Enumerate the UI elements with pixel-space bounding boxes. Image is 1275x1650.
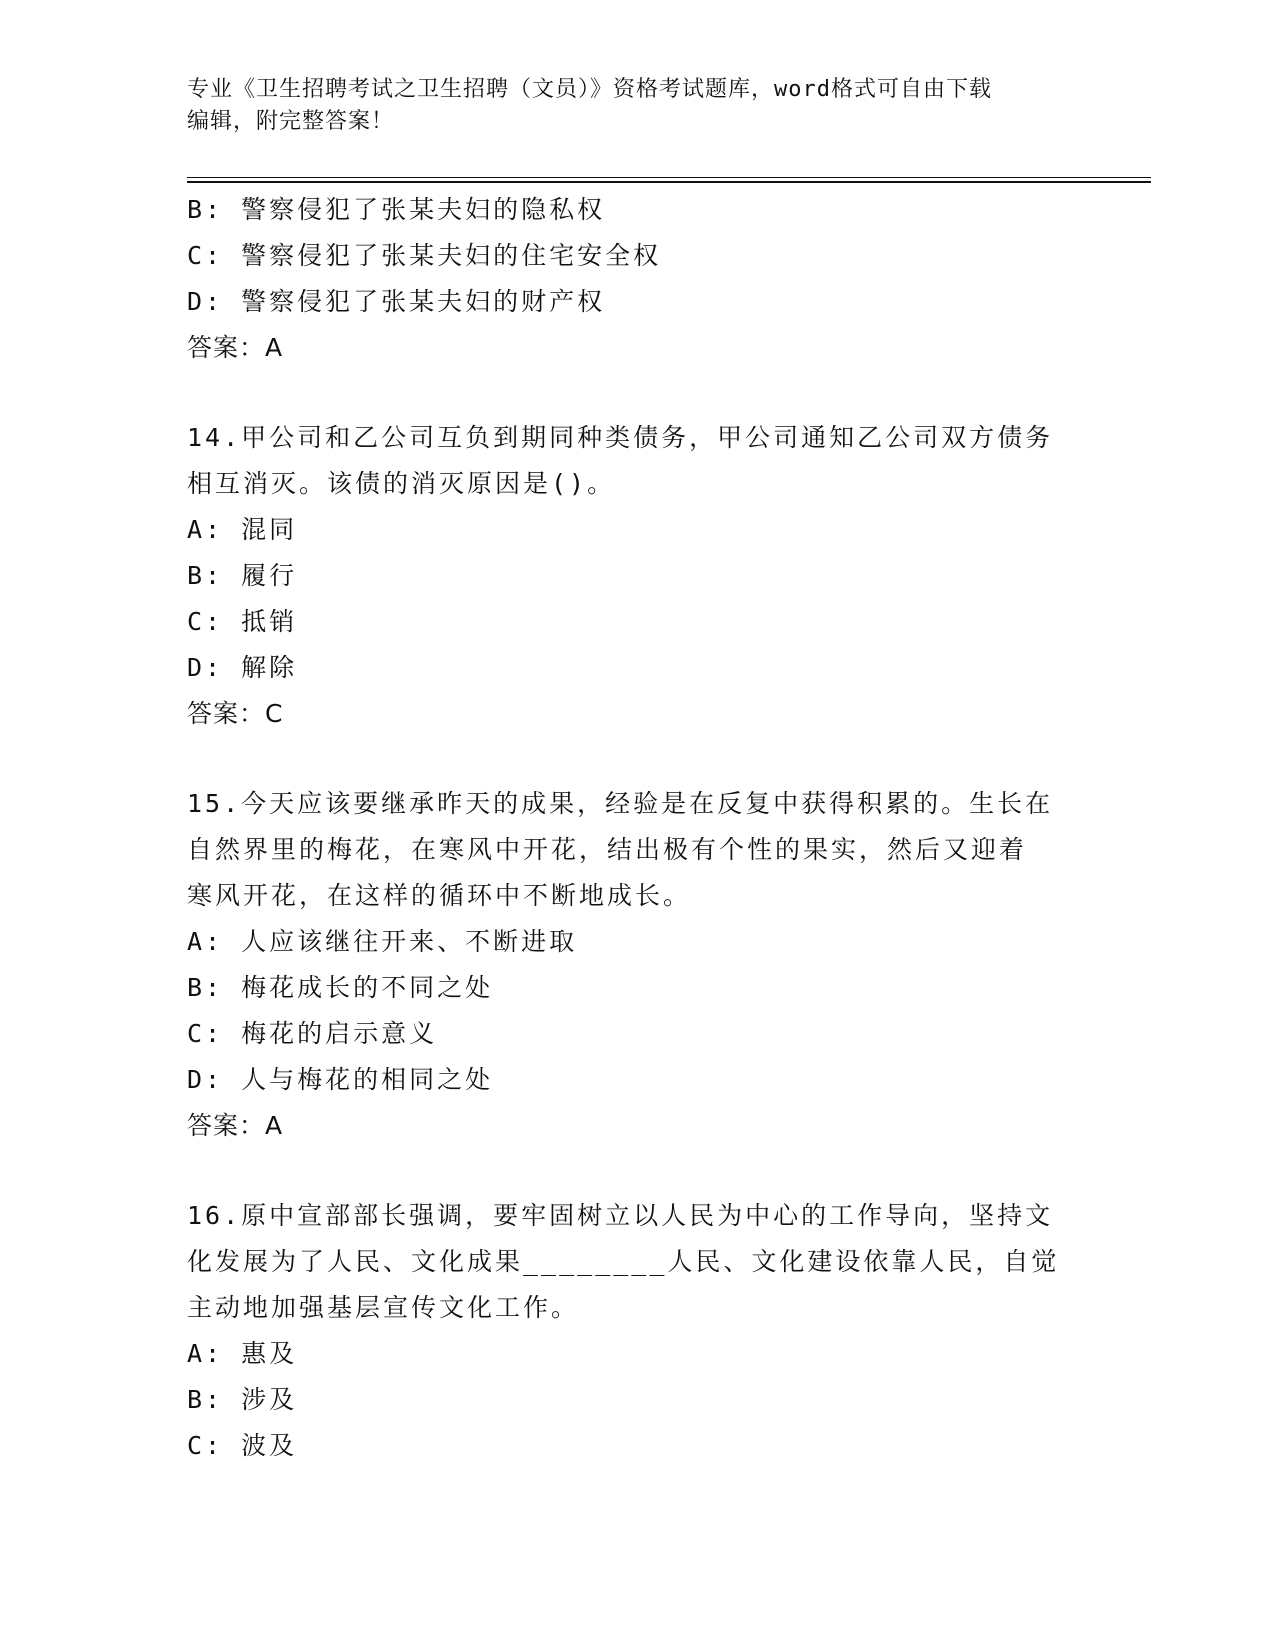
option-d (187, 279, 1107, 325)
option-c (187, 233, 1107, 279)
header-line-2: 编辑，附完整答案！ (187, 109, 395, 134)
option-text: 人与梅花的相同之处 (241, 1065, 494, 1094)
question-stem-line: 16.原中宣部部长强调，要牢固树立以人民为中心的工作导向，坚持文 (187, 1201, 1054, 1230)
option-c (187, 599, 1107, 645)
option-text: 混同 (241, 515, 298, 544)
option-text: 警察侵犯了张某夫妇的财产权 (241, 287, 606, 316)
header-line-1: 专业《卫生招聘考试之卫生招聘（文员）》资格考试题库，word格式可自由下载 (187, 77, 992, 102)
question-stem-line: 相互消灭。该债的消灭原因是()。 (187, 469, 616, 498)
option-label: C: (187, 607, 224, 636)
option-d (187, 1057, 1107, 1103)
option-text: 履行 (241, 561, 298, 590)
option-text: 解除 (241, 653, 298, 682)
header-divider-thick (187, 181, 1151, 183)
option-b (187, 187, 1107, 233)
option-b (187, 1377, 1107, 1423)
option-a (187, 507, 1107, 553)
document-body (187, 187, 1107, 1469)
question-stem-line: 寒风开花，在这样的循环中不断地成长。 (187, 881, 692, 910)
option-label: D: (187, 1065, 224, 1094)
answer-line: 答案：A (187, 1111, 284, 1140)
option-label: C: (187, 1431, 224, 1460)
question-stem-line: 14.甲公司和乙公司互负到期同种类债务，甲公司通知乙公司双方债务 (187, 423, 1054, 452)
answer-line: 答案：A (187, 333, 284, 362)
header-divider-thin (187, 177, 1151, 178)
option-label: A: (187, 515, 224, 544)
option-text: 梅花成长的不同之处 (241, 973, 494, 1002)
option-text: 梅花的启示意义 (241, 1019, 438, 1048)
question-stem-line: 15.今天应该要继承昨天的成果，经验是在反复中获得积累的。生长在 (187, 789, 1054, 818)
question-15 (187, 781, 1107, 1149)
question-stem-line: 自然界里的梅花，在寒风中开花，结出极有个性的果实，然后又迎着 (187, 835, 1028, 864)
option-text: 惠及 (241, 1339, 298, 1368)
option-text: 警察侵犯了张某夫妇的隐私权 (241, 195, 606, 224)
option-text: 警察侵犯了张某夫妇的住宅安全权 (241, 241, 662, 270)
question-stem-line: 主动地加强基层宣传文化工作。 (187, 1293, 580, 1322)
option-label: C: (187, 1019, 224, 1048)
question-14 (187, 415, 1107, 737)
question-13 (187, 187, 1107, 371)
question-stem-line: 化发展为了人民、文化成果________人民、文化建设依靠人民，自觉 (187, 1247, 1060, 1276)
option-text: 人应该继往开来、不断进取 (241, 927, 578, 956)
option-label: D: (187, 653, 224, 682)
option-d (187, 645, 1107, 691)
option-label: B: (187, 973, 224, 1002)
option-label: C: (187, 241, 224, 270)
option-a (187, 1331, 1107, 1377)
option-b (187, 965, 1107, 1011)
option-c (187, 1423, 1107, 1469)
option-label: B: (187, 195, 224, 224)
document-header (187, 74, 1087, 138)
option-label: D: (187, 287, 224, 316)
answer-line: 答案：C (187, 699, 284, 728)
option-label: A: (187, 1339, 224, 1368)
option-text: 波及 (241, 1431, 298, 1460)
option-text: 涉及 (241, 1385, 298, 1414)
option-b (187, 553, 1107, 599)
option-label: A: (187, 927, 224, 956)
option-c (187, 1011, 1107, 1057)
option-text: 抵销 (241, 607, 298, 636)
option-label: B: (187, 561, 224, 590)
option-a (187, 919, 1107, 965)
question-16 (187, 1193, 1107, 1469)
option-label: B: (187, 1385, 224, 1414)
